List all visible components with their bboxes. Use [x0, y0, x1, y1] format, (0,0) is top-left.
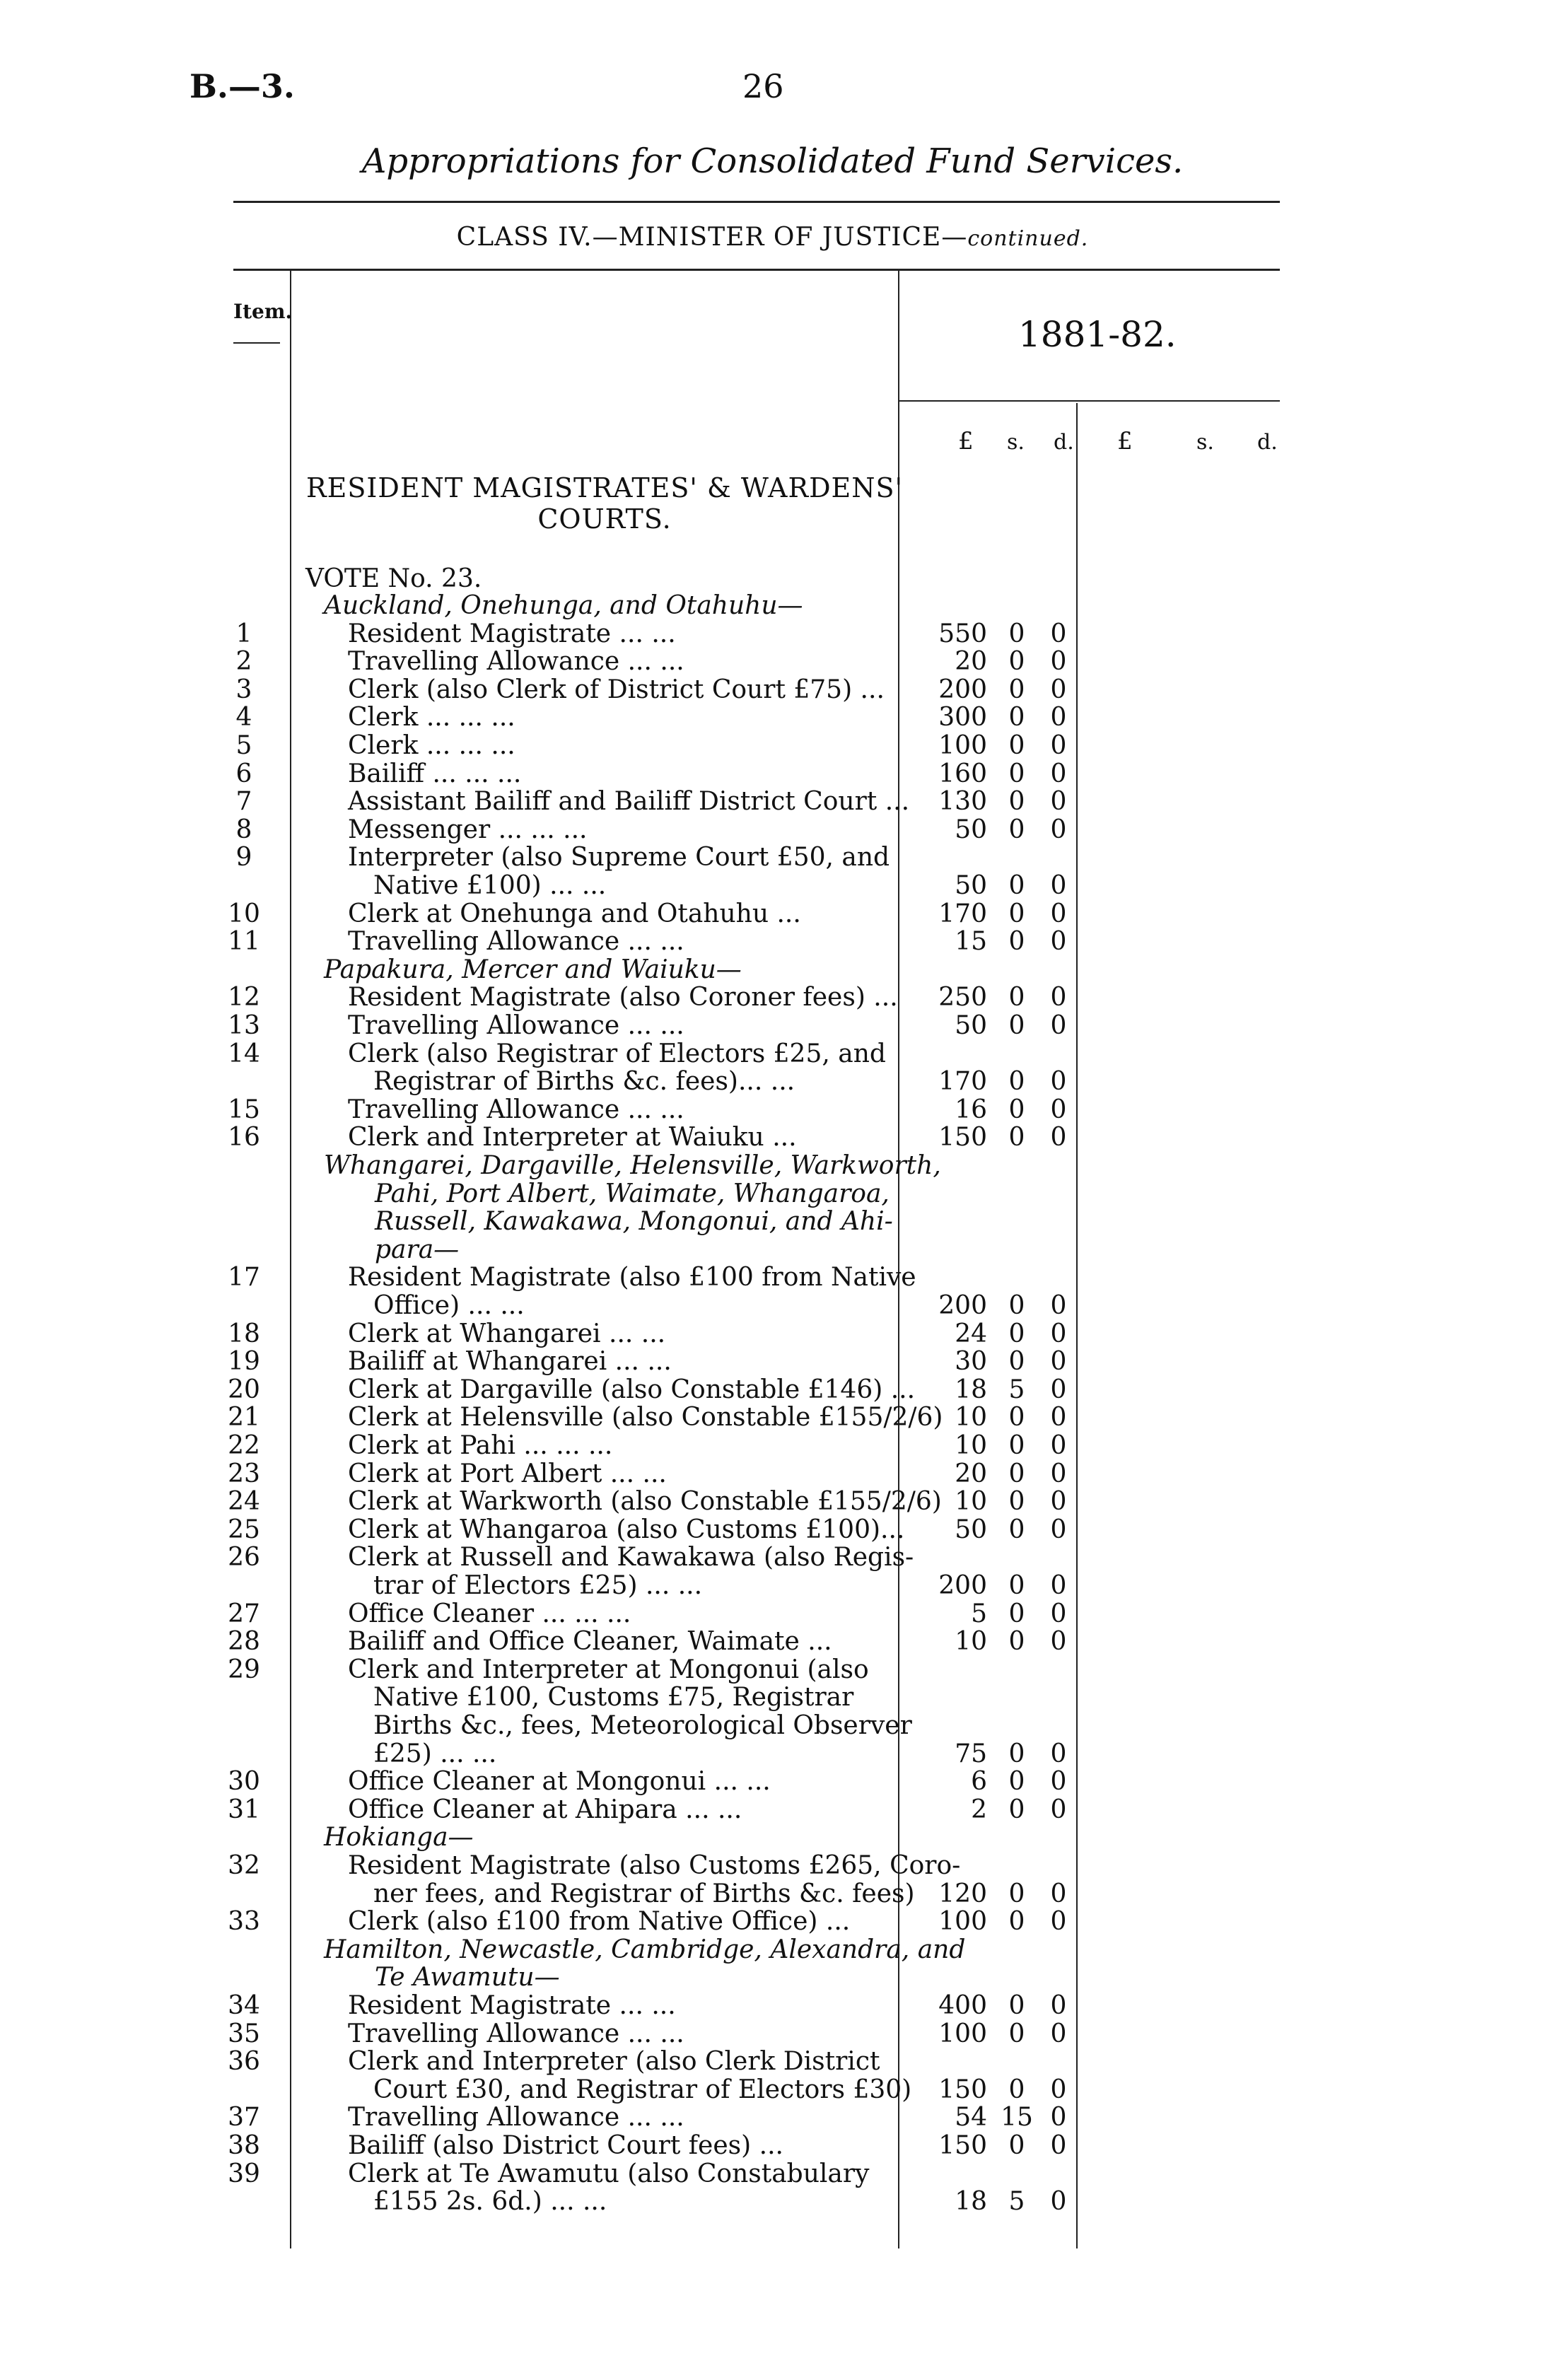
table-row: [0, 759, 1545, 788]
item-description: Clerk at Pahi ... ... ...: [348, 1431, 613, 1460]
amount-pence: 0: [1050, 1571, 1067, 1600]
item-number: 2: [235, 647, 252, 676]
amount-pounds: 120: [938, 1879, 987, 1908]
amount-pence: 0: [1050, 619, 1067, 648]
amount-pounds: 50: [955, 1515, 987, 1544]
item-number: 7: [235, 787, 252, 816]
amount-pence: 0: [1050, 1879, 1067, 1908]
amount-pence: 0: [1050, 983, 1067, 1012]
item-number: 18: [228, 1319, 260, 1348]
table-row: [0, 1487, 1545, 1515]
table-row: [0, 1655, 1545, 1684]
table-row: [0, 1515, 1545, 1544]
amount-pence: 0: [1050, 899, 1067, 928]
item-description: Births &c., fees, Meteorological Observer: [373, 1711, 912, 1740]
amount-pounds: 130: [938, 787, 987, 816]
item-description: Office Cleaner at Ahipara ... ...: [348, 1795, 742, 1824]
table-row: [0, 1123, 1545, 1151]
table-row: [0, 1823, 1545, 1851]
amount-shillings: 0: [1008, 1515, 1025, 1544]
district-heading: para—: [375, 1235, 460, 1264]
amount-pence: 0: [1050, 2103, 1067, 2132]
amount-pounds: 54: [955, 2103, 987, 2132]
amount-pence: 0: [1050, 1487, 1067, 1516]
table-row: [0, 1851, 1545, 1879]
amount-pounds: 6: [971, 1767, 987, 1796]
amount-pounds: 10: [955, 1431, 987, 1460]
document-reference: B.—3.: [190, 67, 295, 105]
amount-pounds: 150: [938, 2075, 987, 2104]
item-description: Bailiff (also District Court fees) ...: [348, 2131, 783, 2160]
table-row: [0, 1067, 1545, 1095]
item-number: 15: [228, 1095, 260, 1124]
amount-shillings: 5: [1008, 2187, 1025, 2216]
item-description: Clerk (also £100 from Native Office) ...: [348, 1907, 851, 1936]
item-number: 33: [228, 1907, 260, 1936]
table-row: [0, 1739, 1545, 1768]
item-number: 27: [228, 1599, 260, 1628]
item-number: 30: [228, 1767, 260, 1796]
item-number: 22: [228, 1431, 260, 1460]
amount-pounds: 5: [971, 1599, 987, 1628]
item-number: 21: [228, 1403, 260, 1432]
table-row: [0, 1431, 1545, 1459]
table-row: [0, 1571, 1545, 1599]
table-row: [0, 787, 1545, 815]
class-heading-main: CLASS IV.—MINISTER OF JUSTICE—: [456, 223, 968, 252]
amount-pence: 0: [1050, 1403, 1067, 1432]
table-row: [0, 2075, 1545, 2104]
amount-shillings: 0: [1008, 2019, 1025, 2048]
item-description: Clerk (also Clerk of District Court £75) ...: [348, 675, 885, 704]
item-number: 8: [235, 815, 252, 844]
table-row: [0, 1207, 1545, 1235]
table-row: [0, 1319, 1545, 1348]
amount-pounds: 200: [938, 1571, 987, 1600]
item-number: 25: [228, 1515, 260, 1544]
item-description: Clerk at Helensville (also Constable £155/2/6): [348, 1403, 943, 1432]
amount-pounds: 16: [955, 1095, 987, 1124]
year-heading: 1881-82.: [1018, 314, 1177, 355]
amount-pence: 0: [1050, 2019, 1067, 2048]
amount-pence: 0: [1050, 2187, 1067, 2216]
amount-shillings: 0: [1008, 1907, 1025, 1936]
amount-shillings: 0: [1008, 1319, 1025, 1348]
amount-pounds: 100: [938, 2019, 987, 2048]
shillings-header-1: s.: [1007, 430, 1025, 455]
item-number: 12: [228, 983, 260, 1012]
amount-shillings: 0: [1008, 1011, 1025, 1040]
amount-shillings: 15: [1001, 2103, 1033, 2132]
table-row: [0, 983, 1545, 1011]
item-description: ner fees, and Registrar of Births &c. fees): [373, 1879, 915, 1908]
amount-shillings: 0: [1008, 1067, 1025, 1096]
item-description: Travelling Allowance ... ...: [348, 647, 684, 676]
amount-shillings: 0: [1008, 1487, 1025, 1516]
item-description: Clerk (also Registrar of Electors £25, and: [348, 1039, 886, 1068]
amount-shillings: 0: [1008, 1403, 1025, 1432]
table-row: [0, 1627, 1545, 1655]
item-number: 20: [228, 1375, 260, 1404]
item-description: Office Cleaner ... ... ...: [348, 1599, 631, 1628]
amount-pence: 0: [1050, 731, 1067, 760]
item-column-header: Item.: [233, 300, 293, 323]
amount-shillings: 0: [1008, 1347, 1025, 1376]
table-row: [0, 2047, 1545, 2075]
amount-pounds: 170: [938, 899, 987, 928]
amount-pence: 0: [1050, 1739, 1067, 1768]
amount-shillings: 0: [1008, 1599, 1025, 1628]
item-description: Bailiff ... ... ...: [348, 759, 522, 788]
amount-pence: 0: [1050, 815, 1067, 844]
district-heading: Whangarei, Dargaville, Helensville, Warkworth,: [324, 1151, 941, 1180]
table-row: [0, 2131, 1545, 2159]
amount-pence: 0: [1050, 2131, 1067, 2160]
amount-shillings: 0: [1008, 871, 1025, 900]
amount-pence: 0: [1050, 1319, 1067, 1348]
item-description: Messenger ... ... ...: [348, 815, 588, 844]
item-description: Office) ... ...: [373, 1291, 525, 1320]
amount-pounds: 100: [938, 1907, 987, 1936]
amount-pence: 0: [1050, 1011, 1067, 1040]
amount-pounds: 10: [955, 1403, 987, 1432]
pounds-header-1: £: [958, 427, 974, 455]
amount-pence: 0: [1050, 1095, 1067, 1124]
amount-pounds: 550: [938, 619, 987, 648]
district-heading: Hokianga—: [324, 1823, 474, 1852]
item-description: Assistant Bailiff and Bailiff District Court ...: [348, 787, 910, 816]
item-description: Travelling Allowance ... ...: [348, 1095, 684, 1124]
item-number: 1: [235, 619, 252, 648]
section-title-line-1: RESIDENT MAGISTRATES' & WARDENS': [305, 472, 904, 503]
pounds-header-2: £: [1117, 427, 1133, 455]
item-number: 34: [228, 1991, 260, 2020]
item-description: Registrar of Births &c. fees)... ...: [373, 1067, 795, 1096]
amount-pounds: 200: [938, 1291, 987, 1320]
page-title: Appropriations for Consolidated Fund Services.: [361, 141, 1184, 181]
item-number: 26: [228, 1543, 260, 1572]
amount-pence: 0: [1050, 1431, 1067, 1460]
item-description: Office Cleaner at Mongonui ... ...: [348, 1767, 771, 1796]
table-row: [0, 899, 1545, 928]
vote-number: VOTE No. 23.: [305, 564, 482, 593]
table-row: [0, 1151, 1545, 1179]
item-number: 13: [228, 1011, 260, 1040]
item-description: Travelling Allowance ... ...: [348, 927, 684, 956]
item-description: Native £100) ... ...: [373, 871, 607, 900]
item-description: Clerk ... ... ...: [348, 731, 515, 760]
amount-shillings: 0: [1008, 787, 1025, 816]
item-description: Clerk at Te Awamutu (also Constabulary: [348, 2159, 870, 2188]
item-description: Travelling Allowance ... ...: [348, 2019, 684, 2048]
item-description: Clerk ... ... ...: [348, 703, 515, 732]
district-heading: Papakura, Mercer and Waiuku—: [324, 955, 742, 984]
table-row: [0, 1543, 1545, 1571]
item-number: 4: [235, 703, 252, 732]
item-description: Clerk at Onehunga and Otahuhu ...: [348, 899, 801, 928]
amount-pounds: 30: [955, 1347, 987, 1376]
amount-shillings: 0: [1008, 1459, 1025, 1488]
amount-shillings: 0: [1008, 1739, 1025, 1768]
item-description: Native £100, Customs £75, Registrar: [373, 1683, 854, 1712]
amount-shillings: 0: [1008, 899, 1025, 928]
amount-pounds: 250: [938, 983, 987, 1012]
item-description: Bailiff at Whangarei ... ...: [348, 1347, 672, 1376]
item-description: Resident Magistrate (also £100 from Native: [348, 1263, 916, 1292]
item-number: 19: [228, 1347, 260, 1376]
table-row: [0, 1235, 1545, 1264]
item-description: Clerk at Whangaroa (also Customs £100)...: [348, 1515, 905, 1544]
amount-pounds: 18: [955, 2187, 987, 2216]
amount-shillings: 0: [1008, 647, 1025, 676]
table-row: [0, 1347, 1545, 1375]
amount-pence: 0: [1050, 1123, 1067, 1152]
item-number: 16: [228, 1123, 260, 1152]
item-description: Resident Magistrate (also Customs £265, Coro-: [348, 1851, 961, 1880]
table-row: [0, 843, 1545, 871]
item-description: Clerk at Port Albert ... ...: [348, 1459, 667, 1488]
amount-pounds: 50: [955, 1011, 987, 1040]
amount-pence: 0: [1050, 1347, 1067, 1376]
table-row: [0, 1767, 1545, 1795]
amount-pounds: 150: [938, 1123, 987, 1152]
table-row: [0, 2159, 1545, 2188]
amount-pence: 0: [1050, 675, 1067, 704]
table-row: [0, 815, 1545, 844]
table-row: [0, 591, 1545, 619]
amount-pence: 0: [1050, 1991, 1067, 2020]
amount-shillings: 0: [1008, 1571, 1025, 1600]
item-number: 6: [235, 759, 252, 788]
amount-pounds: 50: [955, 871, 987, 900]
page-number: 26: [742, 67, 784, 105]
table-row: [0, 1011, 1545, 1039]
table-row: [0, 703, 1545, 731]
amount-shillings: 0: [1008, 815, 1025, 844]
amount-pounds: 160: [938, 759, 987, 788]
table-row: [0, 1375, 1545, 1404]
item-number: 5: [235, 731, 252, 760]
amount-shillings: 0: [1008, 1879, 1025, 1908]
amount-pence: 0: [1050, 1907, 1067, 1936]
table-row: [0, 2019, 1545, 2048]
amount-pence: 0: [1050, 1291, 1067, 1320]
table-row: [0, 1459, 1545, 1488]
amount-pounds: 150: [938, 2131, 987, 2160]
class-heading-suffix: continued.: [967, 226, 1089, 251]
pence-header-2: d.: [1257, 430, 1278, 455]
item-description: Clerk and Interpreter at Mongonui (also: [348, 1655, 869, 1684]
amount-shillings: 0: [1008, 2075, 1025, 2104]
item-number: 17: [228, 1263, 260, 1292]
table-row: [0, 1095, 1545, 1124]
amount-pence: 0: [1050, 1067, 1067, 1096]
table-row: [0, 1179, 1545, 1208]
amount-pounds: 200: [938, 675, 987, 704]
table-row: [0, 1263, 1545, 1291]
amount-pounds: 2: [971, 1795, 987, 1824]
table-row: [0, 1683, 1545, 1711]
item-description: Clerk at Russell and Kawakawa (also Regis-: [348, 1543, 914, 1572]
item-description: Travelling Allowance ... ...: [348, 1011, 684, 1040]
amount-pounds: 10: [955, 1487, 987, 1516]
item-description: Resident Magistrate (also Coroner fees) ...: [348, 983, 898, 1012]
item-number: 36: [228, 2047, 260, 2076]
amount-shillings: 0: [1008, 1991, 1025, 2020]
amount-pounds: 24: [955, 1319, 987, 1348]
item-description: Clerk and Interpreter (also Clerk District: [348, 2047, 880, 2076]
table-row: [0, 1403, 1545, 1431]
item-number: 23: [228, 1459, 260, 1488]
item-description: Clerk at Warkworth (also Constable £155/2/6): [348, 1487, 942, 1516]
amount-pence: 0: [1050, 871, 1067, 900]
district-heading: Te Awamutu—: [375, 1963, 560, 1992]
item-description: Resident Magistrate ... ...: [348, 619, 676, 648]
amount-pence: 0: [1050, 787, 1067, 816]
amount-shillings: 0: [1008, 731, 1025, 760]
item-description: Clerk at Dargaville (also Constable £146) ...: [348, 1375, 916, 1404]
amount-shillings: 0: [1008, 1095, 1025, 1124]
item-number: 14: [228, 1039, 260, 1068]
item-description: Travelling Allowance ... ...: [348, 2103, 684, 2132]
amount-shillings: 0: [1008, 675, 1025, 704]
shillings-header-2: s.: [1196, 430, 1214, 455]
table-row: [0, 1795, 1545, 1824]
table-row: [0, 1907, 1545, 1935]
amount-shillings: 0: [1008, 2131, 1025, 2160]
amount-pounds: 50: [955, 815, 987, 844]
table-row: [0, 927, 1545, 955]
amount-shillings: 0: [1008, 1123, 1025, 1152]
table-row: [0, 1935, 1545, 1964]
amount-pounds: 18: [955, 1375, 987, 1404]
amount-pence: 0: [1050, 1515, 1067, 1544]
item-number: 39: [228, 2159, 260, 2188]
item-number: 28: [228, 1627, 260, 1656]
table-row: [0, 1991, 1545, 2019]
table-row: [0, 647, 1545, 675]
amount-pence: 0: [1050, 759, 1067, 788]
amount-pounds: 75: [955, 1739, 987, 1768]
table-row: [0, 1879, 1545, 1908]
amount-pence: 0: [1050, 703, 1067, 732]
item-description: £25) ... ...: [373, 1739, 497, 1768]
amount-shillings: 0: [1008, 983, 1025, 1012]
amount-shillings: 0: [1008, 1767, 1025, 1796]
table-row: [0, 731, 1545, 759]
item-number: 35: [228, 2019, 260, 2048]
district-heading: Russell, Kawakawa, Mongonui, and Ahi-: [375, 1207, 893, 1236]
item-number: 9: [235, 843, 252, 872]
table-row: [0, 619, 1545, 648]
item-description: trar of Electors £25) ... ...: [373, 1571, 703, 1600]
table-row: [0, 871, 1545, 899]
amount-pence: 0: [1050, 1599, 1067, 1628]
amount-shillings: 0: [1008, 759, 1025, 788]
amount-pounds: 20: [955, 647, 987, 676]
table-row: [0, 2187, 1545, 2215]
item-description: £155 2s. 6d.) ... ...: [373, 2187, 607, 2216]
item-number: 32: [228, 1851, 260, 1880]
item-number: 37: [228, 2103, 260, 2132]
table-row: [0, 1711, 1545, 1739]
amount-pounds: 100: [938, 731, 987, 760]
item-number: 24: [228, 1487, 260, 1516]
table-row: [0, 955, 1545, 984]
amount-shillings: 0: [1008, 703, 1025, 732]
amount-shillings: 0: [1008, 1291, 1025, 1320]
item-description: Court £30, and Registrar of Electors £30): [373, 2075, 912, 2104]
amount-shillings: 0: [1008, 619, 1025, 648]
amount-pounds: 170: [938, 1067, 987, 1096]
item-number: 29: [228, 1655, 260, 1684]
amount-pence: 0: [1050, 1767, 1067, 1796]
amount-pence: 0: [1050, 647, 1067, 676]
table-row: [0, 2103, 1545, 2131]
table-row: [0, 1599, 1545, 1628]
amount-shillings: 0: [1008, 1627, 1025, 1656]
item-number: 11: [228, 927, 260, 956]
item-description: Resident Magistrate ... ...: [348, 1991, 676, 2020]
item-number: 31: [228, 1795, 260, 1824]
pence-header-1: d.: [1054, 430, 1074, 455]
item-number: 3: [235, 675, 252, 704]
amount-pounds: 400: [938, 1991, 987, 2020]
item-number: 10: [228, 899, 260, 928]
amount-shillings: 0: [1008, 1795, 1025, 1824]
amount-pence: 0: [1050, 1795, 1067, 1824]
item-description: Clerk at Whangarei ... ...: [348, 1319, 666, 1348]
district-heading: Auckland, Onehunga, and Otahuhu—: [324, 591, 803, 620]
section-title-line-2: COURTS.: [537, 503, 672, 535]
table-row: [0, 1291, 1545, 1319]
amount-pence: 0: [1050, 927, 1067, 956]
item-description: Interpreter (also Supreme Court £50, and: [348, 843, 890, 872]
item-description: Clerk and Interpreter at Waiuku ...: [348, 1123, 797, 1152]
table-row: [0, 675, 1545, 704]
table-row: [0, 1963, 1545, 1991]
amount-pounds: 300: [938, 703, 987, 732]
amount-pence: 0: [1050, 1459, 1067, 1488]
item-description: Bailiff and Office Cleaner, Waimate ...: [348, 1627, 832, 1656]
amount-pence: 0: [1050, 1627, 1067, 1656]
amount-pounds: 20: [955, 1459, 987, 1488]
amount-shillings: 0: [1008, 927, 1025, 956]
district-heading: Pahi, Port Albert, Waimate, Whangaroa,: [375, 1179, 890, 1208]
amount-pounds: 10: [955, 1627, 987, 1656]
amount-shillings: 0: [1008, 1431, 1025, 1460]
amount-pounds: 15: [955, 927, 987, 956]
item-number: 38: [228, 2131, 260, 2160]
amount-shillings: 5: [1008, 1375, 1025, 1404]
amount-pence: 0: [1050, 1375, 1067, 1404]
table-row: [0, 1039, 1545, 1068]
amount-pence: 0: [1050, 2075, 1067, 2104]
district-heading: Hamilton, Newcastle, Cambridge, Alexandra, and: [324, 1935, 966, 1964]
